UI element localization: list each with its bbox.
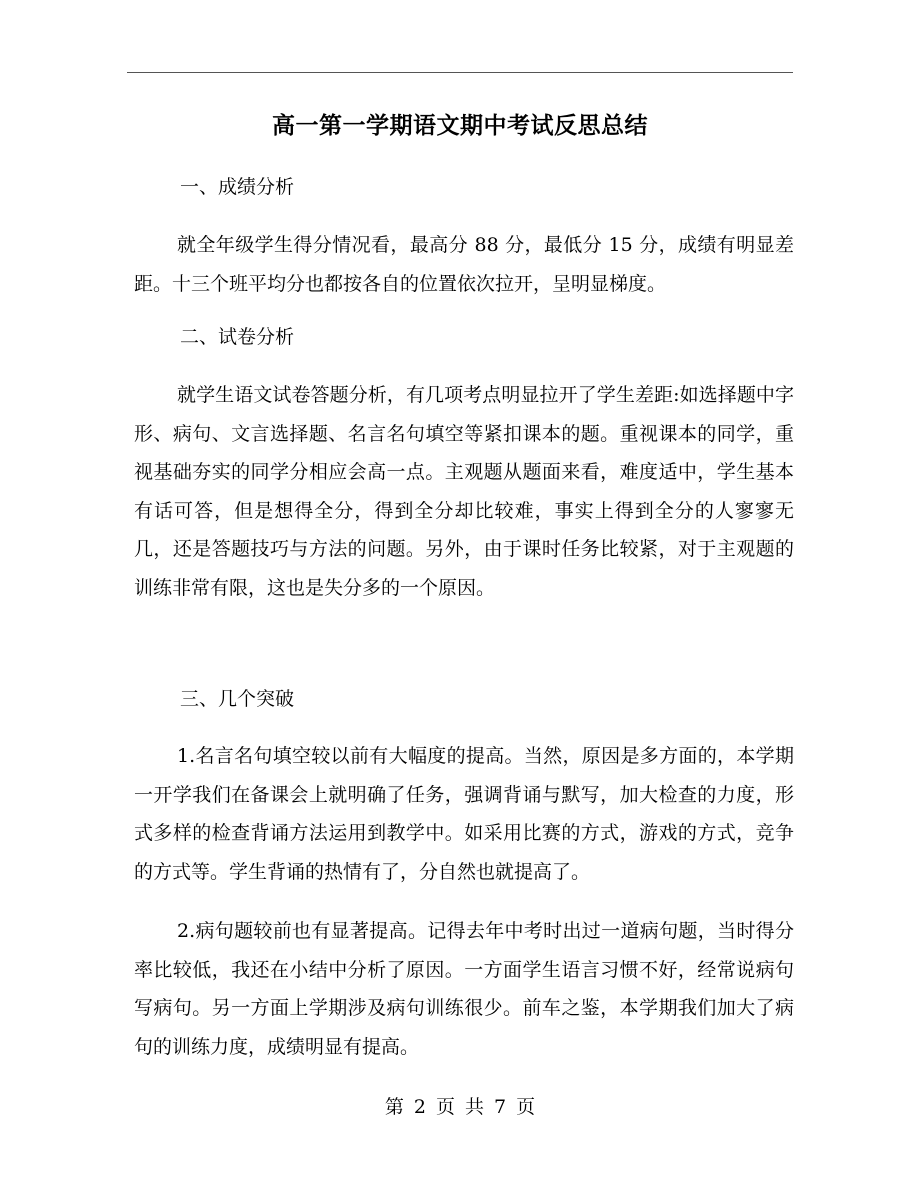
paragraph-breakthrough-1: 1.名言名句填空较以前有大幅度的提高。当然，原因是多方面的，本学期一开学我们在备课会上就明确了任务，强调背诵与默写，加大检查的力度，形式多样的检查背诵方法运用到教学中。如采用比赛的方式，游戏的方式，竞争的方式等。学生背诵的热情有了，分自然也就提高了。 [134,745,794,883]
section-heading-score-analysis: 一、成绩分析 [180,176,295,198]
page-number-footer: 第 2 页 共 7 页 [384,1096,536,1118]
section-heading-breakthroughs: 三、几个突破 [180,688,295,710]
section-heading-paper-analysis: 二、试卷分析 [180,326,295,348]
paragraph-breakthrough-2: 2.病句题较前也有显著提高。记得去年中考时出过一道病句题，当时得分率比较低，我还在小结中分析了原因。一方面学生语言习惯不好，经常说病句写病句。另一方面上学期涉及病句训练很少。前车之鉴，本学期我们加大了病句的训练力度，成绩明显有提高。 [134,920,794,1058]
paragraph-paper-analysis: 就学生语文试卷答题分析，有几项考点明显拉开了学生差距:如选择题中字形、病句、文言选择题、名言名句填空等紧扣课本的题。重视课本的同学，重视基础夯实的同学分相应会高一点。主观题从题面来看，难度适中，学生基本有话可答，但是想得全分，得到全分却比较难，事实上得到全分的人寥寥无几，还是答题技巧与方法的问题。另外，由于课时任务比较紧，对于主观题的训练非常有限，这也是失分多的一个原因。 [134,384,794,599]
header-rule [127,72,793,73]
paragraph-score-analysis: 就全年级学生得分情况看，最高分 88 分，最低分 15 分，成绩有明显差距。十三个班平均分也都按各自的位置依次拉开，呈明显梯度。 [134,234,794,295]
document-title: 高一第一学期语文期中考试反思总结 [272,112,648,139]
